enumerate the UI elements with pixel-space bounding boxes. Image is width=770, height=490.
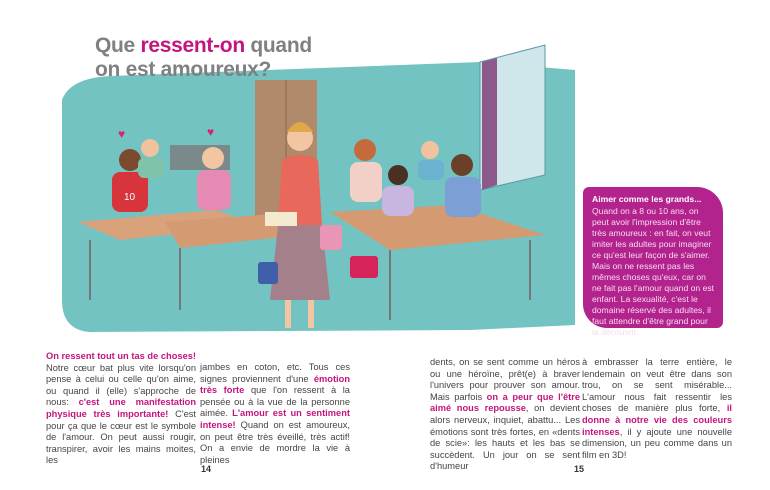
page-number-right: 15 [574,464,585,474]
schoolbag [350,256,378,278]
heart-icon: ♥ [118,127,126,141]
schoolbag [320,225,342,250]
page-number-left: 14 [201,464,212,474]
page-title: Que ressent-on quand on est amoureux? [95,34,312,81]
schoolbag [258,262,278,284]
left-column-2: jambes en coton, etc. Tous ces signes proviennent d'une émotion très forte que l'on ressent à la pensée ou à la vue de la personne aimée. L'amour est un sentiment intense! Quand on est amoureux, on peut être très éveillé, très actif! On a envie de mordre la vie à pleines [200,362,350,465]
shirt-number: 10 [124,192,136,203]
sidebar-heading: Aimer comme les grands... [592,194,702,204]
sidebar-body: Quand on a 8 ou 10 ans, on peut avoir l'impression d'être très amoureux : en fait, on veut imiter les adultes pour imaginer ce qu'est leur façon de s'aimer. Mais on ne ressent pas les mêmes choses qu'eux, car on ne fait pas l'amour quand on est enfant. La sexualité, c'est le domaine réservé des adultes, il faut attendre d'être grand pour la découvrir. [592,206,715,337]
right-column-1: dents, on se sent comme un héros ou une héroïne, prêt(e) à braver l'univers pour prouver son amour. Mais parfois on a peur que l'être aimé nous repousse, on devient alors nerveux, inquiet, abattu... Les émotions sont très fortes, en «dents de scie»: les hauts et les bas se succèdent. Un jour on se sent d'humeur [430,357,580,472]
heart-icon: ♥ [207,125,215,139]
right-column-2: à embrasser la terre entière, le lendemain on veut être dans son trou, on se sent misérable... L'amour nous fait ressentir les choses de manière plus forte, il donne à notre vie des couleurs intenses, il y ajoute une nouvelle dimension, un peu comme dans un film en 3D! [582,357,732,460]
left-column-1: On ressent tout un tas de choses! Notre cœur bat plus vite lorsqu'on pense à celui ou celle qu'on aime, ou quand il (elle) s'approche de nous: c'est une manifestation physique très importante! C'est pour ça que le cœur est le symbole de l'amour. On peut aussi rougir, transpirer, avoir les mains moites, les [46,351,197,466]
sidebar-box [583,187,723,337]
